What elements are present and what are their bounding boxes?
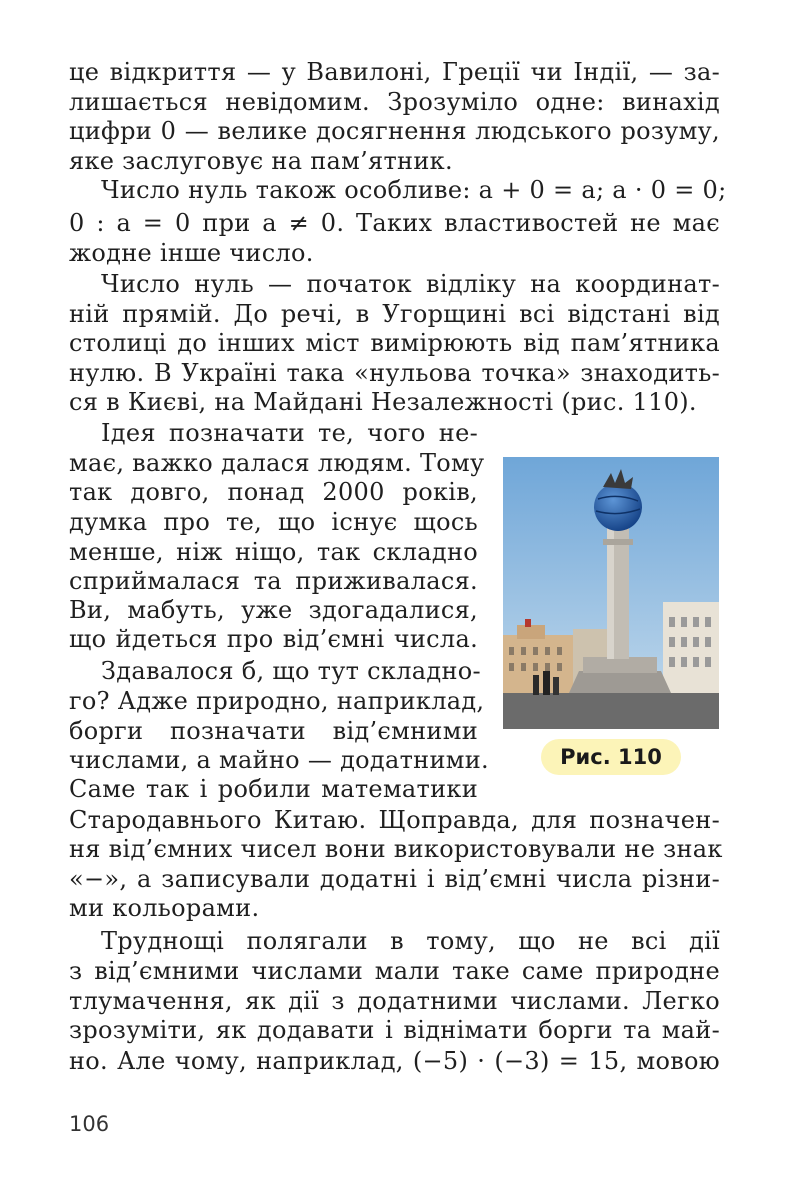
text-line: ся в Києві, на Майдані Незалежності (рис. 110). — [69, 388, 697, 416]
text-line-formula: 0 : a = 0 при a ≠ 0. Таких властивостей не має — [69, 209, 720, 237]
text-line: борги позначати від’ємними — [69, 717, 478, 745]
text-line: цифри 0 — велике досягнення людського розуму, — [69, 117, 720, 145]
text-line: числами, а майно — додатними. — [69, 746, 489, 774]
figure-caption: Рис. 110 — [541, 739, 681, 775]
monument-photo — [503, 457, 719, 729]
text-line: Стародавнього Китаю. Щоправда, для позначен- — [69, 806, 720, 834]
text-line: лишається невідомим. Зрозуміло одне: винахід — [69, 88, 720, 116]
text-line: ня від’ємних чисел вони використовували не знак — [69, 835, 723, 863]
text-line: що йдеться про від’ємні числа. — [69, 625, 478, 653]
text-line: «−», а записували додатні і від’ємні числа різни- — [69, 865, 720, 893]
text-line: жодне інше число. — [69, 239, 314, 267]
text-line: з від’ємними числами мали таке саме природне — [69, 957, 720, 985]
text-line: сприймалася та приживалася. — [69, 567, 478, 595]
text-line: Ви, мабуть, уже здогадалися, — [69, 596, 478, 624]
text-line: має, важко далася людям. Тому — [69, 449, 485, 477]
text-line: думка про те, що існує щось — [69, 508, 478, 536]
text-line: Здавалося б, що тут складно- — [101, 657, 481, 685]
text-line: Число нуль — початок відліку на координат- — [101, 270, 720, 298]
text-line: столиці до інших міст вимірюють від пам’ятника — [69, 329, 720, 357]
text-line: Труднощі полягали в тому, що не всі дії — [101, 927, 720, 955]
text-line-formula: Число нуль також особливе: a + 0 = a; a · 0 = 0; — [101, 176, 727, 204]
text-line: го? Адже природно, наприклад, — [69, 687, 485, 715]
text-line: тлумачення, як дії з додатними числами. Легко — [69, 987, 720, 1015]
text-line: менше, ніж ніщо, так складно — [69, 538, 478, 566]
text-line: Ідея позначати те, чого не- — [101, 419, 478, 447]
page-number: 106 — [69, 1112, 110, 1136]
text-line: ній прямій. До речі, в Угорщині всі відстані від — [69, 300, 720, 328]
globe — [594, 483, 642, 531]
text-line: яке заслуговує на пам’ятник. — [69, 147, 453, 175]
text-line: ми кольорами. — [69, 894, 260, 922]
text-line: так довго, понад 2000 років, — [69, 478, 478, 506]
text-line: зрозуміти, як додавати і віднімати борги та май- — [69, 1016, 720, 1044]
text-line: це відкриття — у Вавилоні, Греції чи Індії, — за- — [69, 58, 720, 86]
text-line: Саме так і робили математики — [69, 775, 478, 803]
text-line: нулю. В Україні така «нульова точка» знаходить- — [69, 359, 720, 387]
text-line-formula: но. Але чому, наприклад, (−5) · (−3) = 15, мовою — [69, 1047, 720, 1075]
